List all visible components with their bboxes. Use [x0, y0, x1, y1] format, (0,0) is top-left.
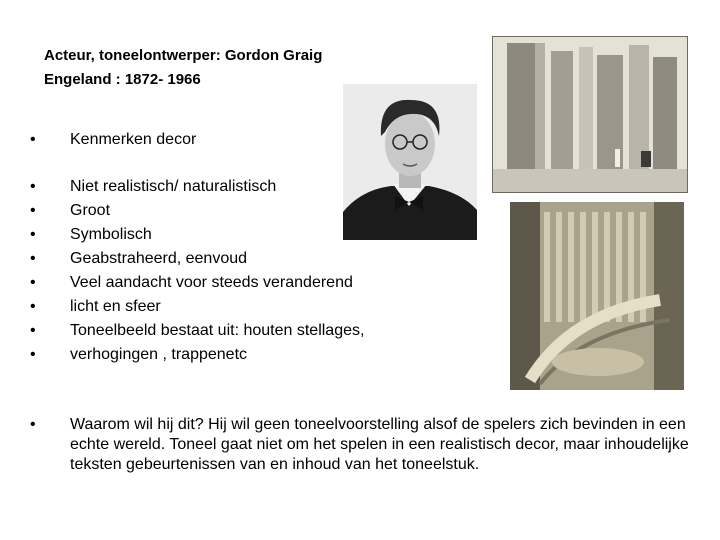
- list-item: [30, 175, 364, 199]
- title-line-1: Acteur, toneelontwerper: Gordon Graig: [44, 47, 323, 64]
- stage-design-image-1: [492, 36, 688, 193]
- stage-design-image-2: [510, 202, 684, 390]
- feature-text: Groot: [70, 202, 111, 219]
- feature-text: Niet realistisch/ naturalistisch: [70, 178, 277, 195]
- heading-list: [30, 128, 196, 152]
- title-line-2: Engeland : 1872- 1966: [44, 71, 201, 88]
- list-item: [30, 199, 364, 223]
- bullet-icon: •: [30, 322, 36, 339]
- list-item: [30, 247, 364, 271]
- note-list: [30, 415, 690, 475]
- bullet-icon: •: [30, 416, 36, 433]
- bullet-icon: •: [30, 274, 36, 291]
- list-item: [30, 223, 364, 247]
- feature-list: [30, 175, 364, 367]
- portrait-illustration: [343, 84, 477, 240]
- feature-text: licht en sfeer: [70, 298, 161, 315]
- bullet-icon: •: [30, 298, 36, 315]
- stage-design-illustration-1: [493, 37, 688, 193]
- note-text: Waarom wil hij dit? Hij wil geen toneelvoorstelling alsof de spelers zich bevinden in een echte wereld. Toneel gaat niet om het spelen in een realistisch decor, maar inhoudelijke teksten gebeurtenissen van en inhoud van het toneelstuk.: [70, 416, 689, 473]
- bullet-icon: •: [30, 346, 36, 363]
- stage-design-illustration-2: [510, 202, 684, 390]
- bullet-icon: •: [30, 250, 36, 267]
- feature-text: Toneelbeeld bestaat uit: houten stellages,: [70, 322, 365, 339]
- bullet-icon: •: [30, 178, 36, 195]
- feature-text: Geabstraheerd, eenvoud: [70, 250, 248, 267]
- portrait-photo: [343, 84, 477, 240]
- heading-item: [30, 128, 196, 152]
- list-item: [30, 319, 364, 343]
- bullet-icon: •: [30, 131, 36, 148]
- heading-text: Kenmerken decor: [70, 131, 197, 148]
- note-item: [30, 415, 690, 475]
- feature-text: verhogingen , trappenetc: [70, 346, 248, 363]
- list-item: [30, 343, 364, 367]
- bullet-icon: •: [30, 202, 36, 219]
- bullet-icon: •: [30, 226, 36, 243]
- list-item: [30, 295, 364, 319]
- slide-title: [44, 44, 322, 92]
- feature-text: Symbolisch: [70, 226, 152, 243]
- list-item: [30, 271, 364, 295]
- feature-text: Veel aandacht voor steeds veranderend: [70, 274, 353, 291]
